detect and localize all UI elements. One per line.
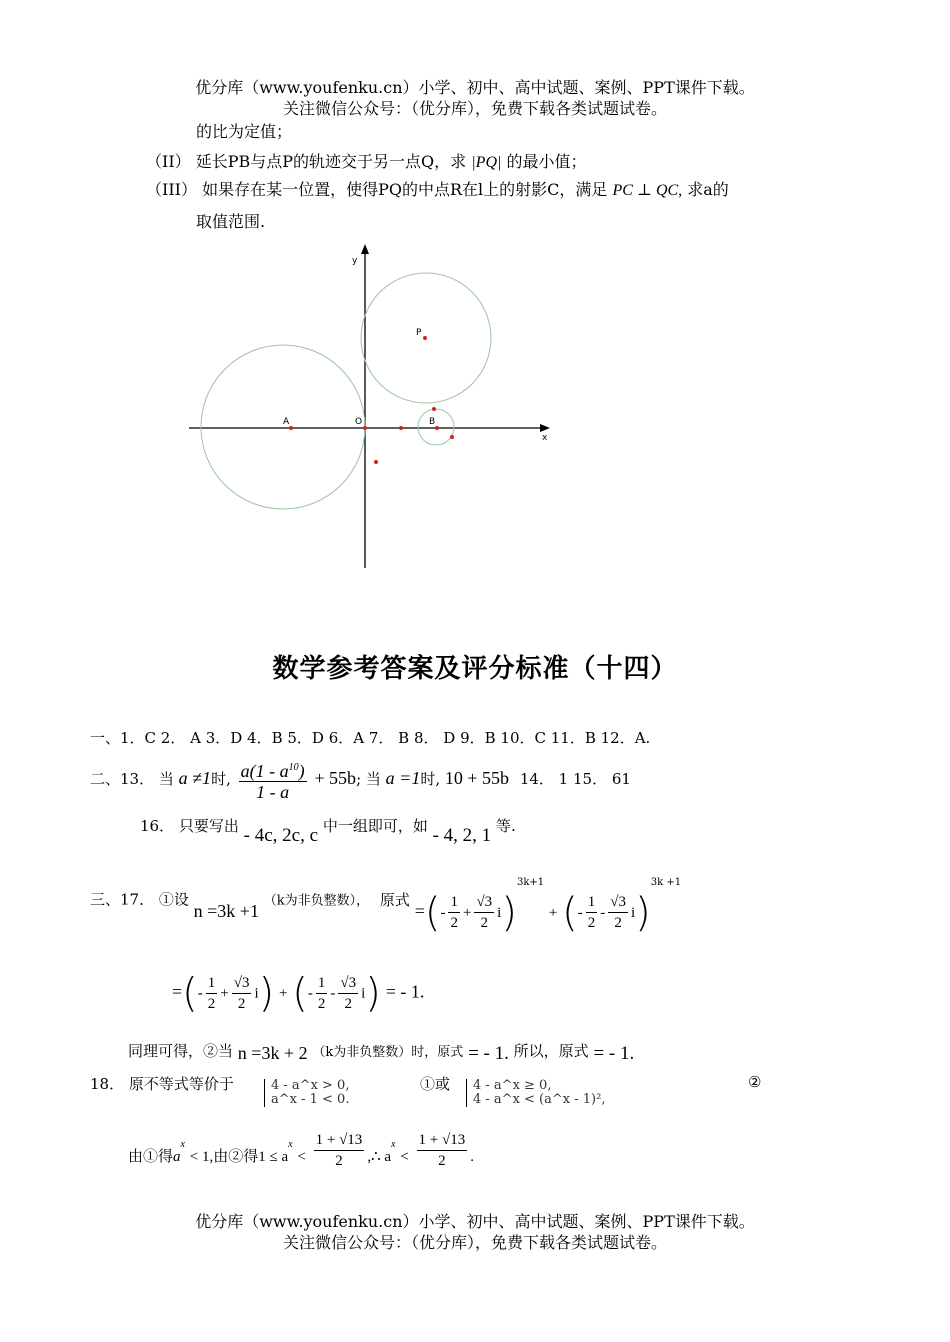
q18-thus: ,∴ a: [367, 1148, 392, 1165]
part-3-line-2: 取值范围.: [196, 212, 266, 231]
q13-cond-1: a ≠1: [178, 768, 212, 788]
q18-sys1-a: 4 - a^x > 0,: [271, 1078, 350, 1093]
part-2-tail: 的最小值；: [506, 152, 587, 171]
q18-end: .: [470, 1148, 474, 1165]
q18-from1: 由①得: [128, 1146, 174, 1165]
q18-r1: a: [173, 1148, 181, 1165]
part-3-math: PC ⊥ QC,: [612, 182, 683, 199]
q18-system-1: [264, 1079, 349, 1107]
q17-exp-1: 3k+1: [516, 876, 545, 888]
y-axis-arrow: [361, 244, 369, 254]
point-upper-b: [432, 407, 436, 411]
answer-17-line-2: =(- $\frac{1}{2}$ + $\frac{√3}{2}$ i) + (- $\frac{1}{2}$ - $\frac{√3}{2}$ i) = - 1.: [172, 970, 425, 1017]
q17-f4-num: √3: [608, 892, 628, 913]
answer-16: [140, 815, 516, 846]
point-b: [435, 426, 439, 430]
q13-num: a(1 - a: [240, 761, 289, 781]
part-3-text: 如果存在某一位置，使得PQ的中点R在l上的射影C，满足: [202, 180, 608, 199]
answer-13: [90, 758, 631, 802]
q17-f1-num: 1: [448, 892, 460, 913]
q13-exp: 10: [288, 762, 299, 773]
q17-f6-num: √3: [232, 973, 252, 994]
q13-when: 当: [158, 770, 174, 788]
q17-f2-den: 2: [480, 915, 489, 931]
q18-sys2-a: 4 - a^x ≥ 0,: [473, 1078, 552, 1093]
q17-same: 同理可得，②当: [128, 1042, 234, 1060]
label-b: B: [429, 417, 436, 427]
q18-lt-2: <: [400, 1148, 409, 1165]
q18-circle-2: ②: [748, 1073, 762, 1091]
label-a: A: [283, 417, 290, 427]
q17-i-4: i: [361, 985, 366, 1002]
problem-cont: 的比为定值；: [196, 122, 293, 141]
q13-label: 二、13．: [90, 770, 155, 788]
q17-so: 所以，原式: [513, 1042, 589, 1060]
point-below-o: [374, 460, 378, 464]
q13-semi: ; 当: [356, 770, 381, 788]
q17-n: n =3k +1: [193, 900, 259, 921]
footer-line-1: 优分库（www.youfenku.cn）小学、初中、高中试题、案例、PPT课件下载。: [195, 1212, 755, 1231]
q17-f8-den: 2: [344, 996, 352, 1012]
geometry-figure: [0, 0, 950, 600]
answer-18-line-1: 18． 原不等式等价于: [90, 1075, 234, 1093]
header-line-1: 优分库（www.youfenku.cn）小学、初中、高中试题、案例、PPT课件下载。: [195, 78, 755, 97]
q17-i-1: i: [497, 904, 502, 921]
q14-15: 14． 1 15． 61: [519, 770, 631, 788]
point-o: [363, 426, 367, 430]
point-on-axis: [399, 426, 403, 430]
answer-17-line-3: [128, 1040, 634, 1062]
q18-frac1-num: 1 + √13: [314, 1130, 365, 1151]
q18-sup-1: x: [180, 1138, 185, 1150]
q17-f7-den: 2: [317, 996, 326, 1012]
q13-num-close: ): [298, 761, 305, 781]
q18-system-2: [466, 1079, 605, 1107]
q13-den: 1 - a: [256, 782, 290, 802]
q17-result: = - 1.: [385, 981, 425, 1002]
q18-lt-1: <: [297, 1148, 306, 1165]
q17-eq: =: [414, 900, 425, 921]
q18-frac2-num: 1 + √13: [417, 1130, 468, 1151]
q18-sup-3: x: [391, 1138, 396, 1150]
q18-sys1-b: a^x - 1 < 0.: [271, 1092, 350, 1107]
part-2-number: （II）: [146, 152, 191, 171]
answer-part-1: 一、1．C 2． A 3．D 4．B 5．D 6．A 7． B 8． D 9．B 10．C 11．B 12．A.: [90, 729, 651, 747]
q17-eq-2: =: [172, 981, 183, 1002]
part-3-tail: 求a的: [687, 180, 729, 199]
q18-r2: 1 ≤ a: [258, 1148, 289, 1165]
q16-mid: 中一组即可，如: [322, 817, 428, 835]
q17-exp-2: 3k +1: [650, 876, 682, 888]
q16-example: - 4, 2, 1: [432, 825, 492, 846]
q18-sys2-b: 4 - a^x < (a^x - 1)²,: [473, 1092, 606, 1107]
q16-math: - 4c, 2c, c: [243, 825, 319, 846]
q17-expr-1: (- $\frac{1}{2}$ + $\frac{√3}{2}$ i): [424, 889, 517, 936]
x-axis-arrow: [540, 424, 550, 432]
q17-f4-den: 2: [614, 915, 622, 931]
q17-f7-num: 1: [316, 973, 328, 994]
answer-title: 数学参考答案及评分标准（十四）: [272, 654, 678, 684]
q17-f2-num: √3: [474, 892, 494, 913]
q18-frac2-den: 2: [438, 1153, 446, 1169]
q17-n2: n =3k + 2: [237, 1043, 308, 1063]
q13-val-2: 10 + 55b: [444, 768, 510, 788]
q16-end: 等.: [495, 817, 516, 835]
circle-a: [201, 345, 365, 509]
q17-f5-num: 1: [206, 973, 218, 994]
q17-orig: 原式: [379, 890, 410, 909]
q17-r3: = - 1.: [593, 1043, 635, 1064]
q17-f3-num: 1: [586, 892, 598, 913]
q17-f1-den: 2: [450, 915, 458, 931]
part-3-number: （III）: [146, 180, 197, 199]
q13-cond-2: a =1: [385, 768, 421, 788]
q18-frac-1: [314, 1130, 365, 1171]
footer-line-2: 关注微信公众号：（优分库），免费下载各类试题试卷。: [282, 1233, 667, 1252]
q17-f8-num: √3: [338, 973, 358, 994]
q13-time: 时,: [211, 770, 231, 788]
q18-or: ①或: [420, 1075, 451, 1093]
q13-time-2: 时,: [420, 770, 441, 788]
q13-plus: + 55b: [314, 768, 357, 788]
q17-f5-den: 2: [207, 996, 216, 1012]
q17-i-3: i: [254, 985, 259, 1002]
q16-label: 16． 只要写出: [140, 817, 239, 835]
q17-f6-den: 2: [237, 996, 246, 1012]
label-x: x: [542, 433, 548, 443]
point-right-b: [450, 435, 454, 439]
q17-note: （k为非负整数），: [263, 893, 370, 909]
q18-frac-2: [417, 1130, 468, 1171]
point-p: [423, 336, 427, 340]
q17-i-2: i: [631, 904, 636, 921]
q17-r2: = - 1.: [468, 1043, 509, 1064]
q18-frac1-den: 2: [335, 1153, 343, 1169]
q17-label: 三、17． ①设: [90, 890, 189, 909]
answer-18-line-2: [128, 1130, 474, 1171]
q18-sup-2: x: [288, 1138, 293, 1150]
point-a: [289, 426, 293, 430]
q18-r1b: < 1,: [189, 1148, 214, 1165]
label-p: P: [416, 328, 422, 338]
q13-fraction: [239, 758, 307, 802]
q17-note-2: （k为非负整数）时，原式: [312, 1045, 464, 1060]
part-2-math: |PQ|: [471, 154, 502, 171]
answer-17-line-1: 三、17． ①设 n =3k +1 （k为非负整数）， 原式 =(- $\frac{1}{2}$ + $\frac{√3}{2}$ i)$^{3k+1}$ + (- $\frac{1}{2}$ - $\frac{√3}{2}$ i)$^{3k +1}$: [90, 876, 682, 936]
part-2-text: 延长PB与点P的轨迹交于另一点Q，求: [195, 152, 467, 171]
q17-expr-2: (- $\frac{1}{2}$ - $\frac{√3}{2}$ i): [562, 889, 651, 936]
label-y: y: [352, 256, 358, 266]
q18-from2: 由②得: [213, 1146, 259, 1165]
q17-f3-den: 2: [587, 915, 596, 931]
header-line-2: 关注微信公众号：（优分库），免费下载各类试题试卷。: [282, 99, 667, 118]
label-o: O: [355, 417, 363, 427]
